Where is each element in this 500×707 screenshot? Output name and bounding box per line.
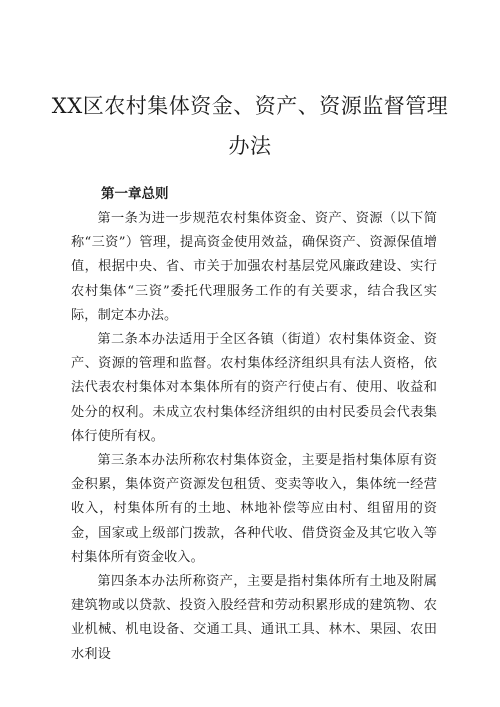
article-1-paragraph: 第一条为进一步规范农村集体资金、资产、资源（以下简称“三资”）管理，提高资金使用效益，确保资产、资源保值增值，根据中央、省、市关于加强农村基层党风廉政建设、实行农村集体“三资”委托代理服务工作的有关要求，结合我区实际，制定本办法。 [71,211,437,323]
document-title-continued: 办法 [228,134,272,158]
article-3-paragraph: 第三条本办法所称农村集体资金，主要是指村集体原有资金积累，集体资产资源发包租赁、变卖等收入，集体统一经营收入，村集体所有的土地、林地补偿等应由村、组留用的资金，国家或上级部门拨款，各种代收、借贷资金及其它收入等村集体所有资金收入。 [71,453,437,565]
article-2-paragraph: 第二条本办法适用于全区各镇（街道）农村集体资金、资产、资源的管理和监督。农村集体经济组织具有法人资格，依法代表农村集体对本集体所有的资产行使占有、使用、收益和处分的权利。未成立农村集体经济组织的由村民委员会代表集体行使所有权。 [71,332,437,444]
article-4-paragraph: 第四条本办法所称资产，主要是指村集体所有土地及附属建筑物或以贷款、投资入股经营和劳动积累形成的建筑物、农业机械、机电设备、交通工具、通讯工具、林木、果园、农田水利设 [71,574,437,662]
chapter-heading: 第一章总则 [101,186,169,202]
document-title: XX区农村集体资金、资产、资源监督管理 [51,94,449,118]
document-body [71,207,437,667]
